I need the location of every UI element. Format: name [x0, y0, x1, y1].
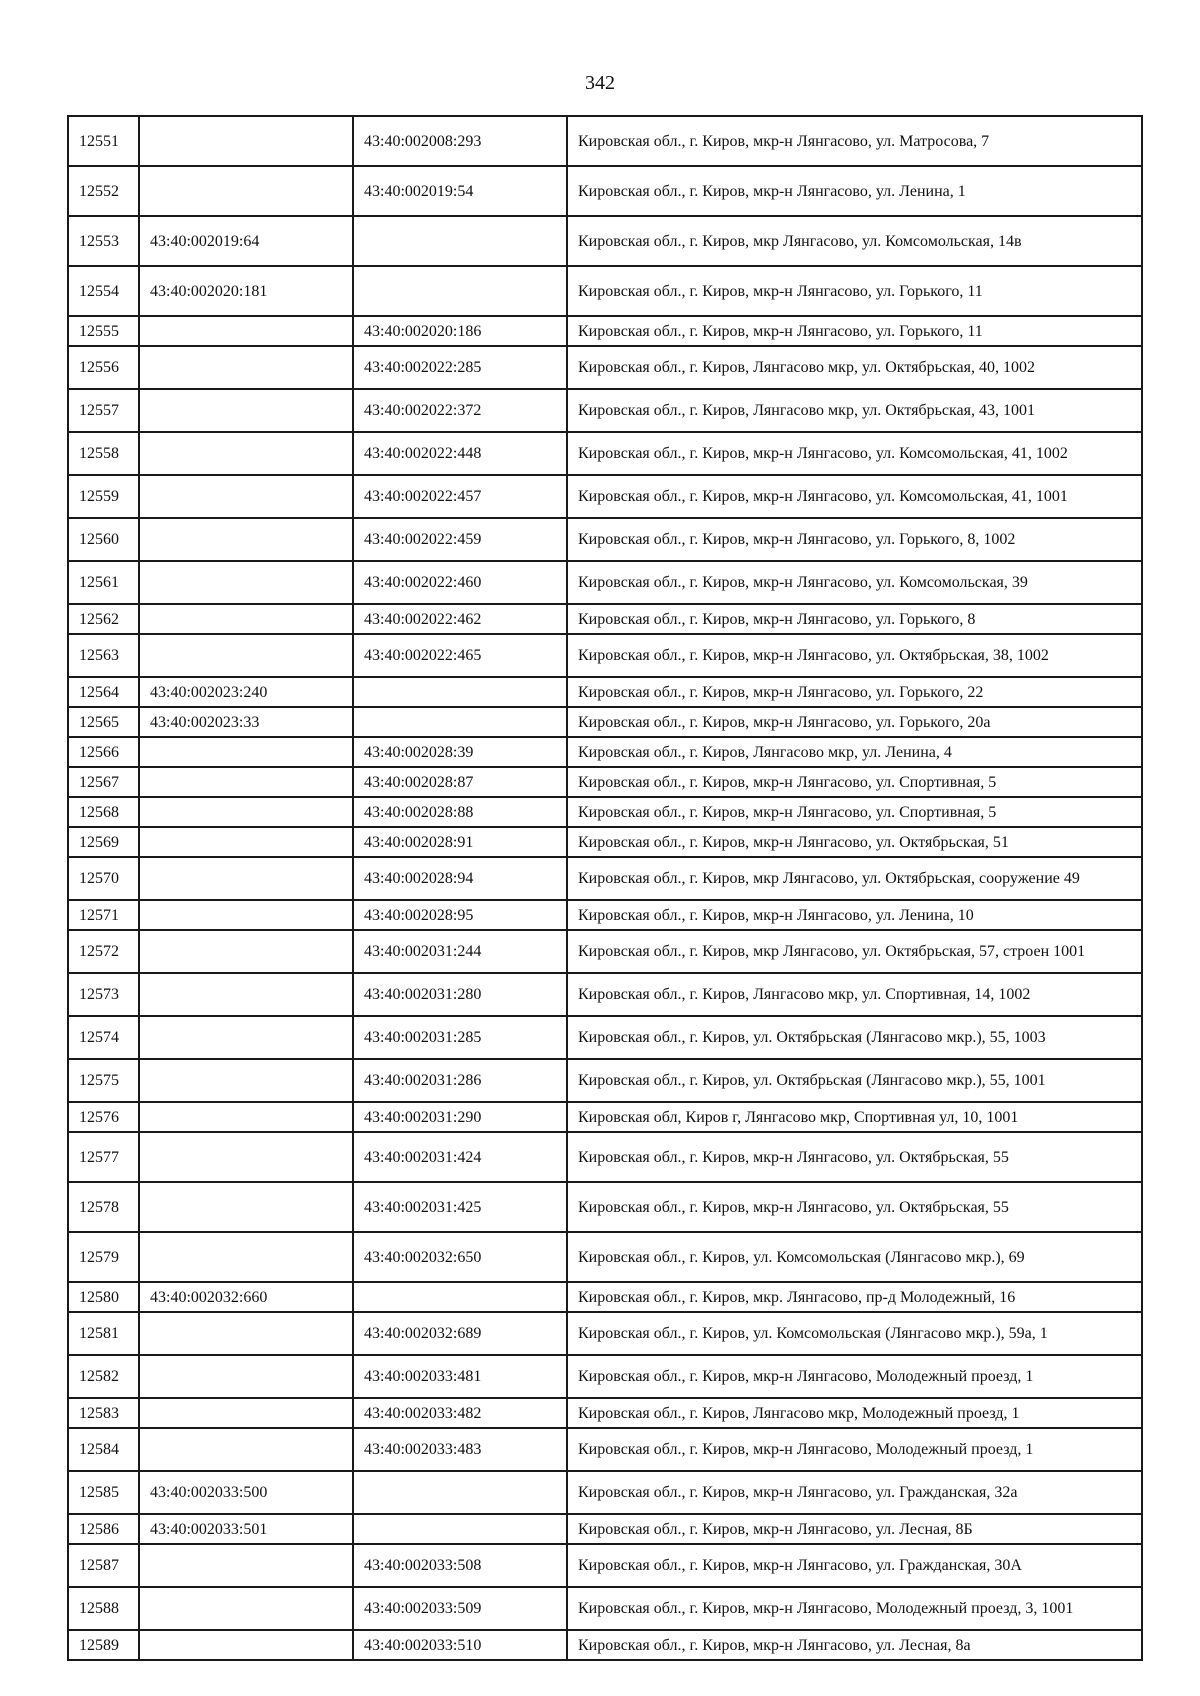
row-number-cell: 12582: [68, 1355, 139, 1398]
cadastral-number-cell: [139, 1059, 353, 1102]
cadastral-number-alt-cell: 43:40:002008:293: [353, 116, 567, 166]
table-row: [68, 166, 1142, 216]
row-number-cell: 12573: [68, 973, 139, 1016]
row-number-cell: 12588: [68, 1587, 139, 1630]
cadastral-number-alt-cell: 43:40:002033:509: [353, 1587, 567, 1630]
cadastral-number-alt-cell: [353, 1514, 567, 1544]
cadastral-number-cell: [139, 389, 353, 432]
table-row: [68, 1132, 1142, 1182]
address-cell: Кировская обл., г. Киров, ул. Комсомольская (Лянгасово мкр.), 59а, 1: [567, 1312, 1142, 1355]
cadastral-number-alt-cell: 43:40:002031:286: [353, 1059, 567, 1102]
table-row: [68, 561, 1142, 604]
cadastral-number-cell: [139, 604, 353, 634]
cadastral-number-cell: [139, 930, 353, 973]
address-cell: Кировская обл., г. Киров, мкр-н Лянгасово, ул. Спортивная, 5: [567, 767, 1142, 797]
table-row: [68, 1471, 1142, 1514]
cadastral-number-alt-cell: 43:40:002022:285: [353, 346, 567, 389]
address-cell: Кировская обл., г. Киров, мкр-н Лянгасово, ул. Спортивная, 5: [567, 797, 1142, 827]
table-row: [68, 346, 1142, 389]
cadastral-number-alt-cell: 43:40:002022:372: [353, 389, 567, 432]
cadastral-number-alt-cell: 43:40:002032:650: [353, 1232, 567, 1282]
table-row: [68, 432, 1142, 475]
table-row: [68, 1232, 1142, 1282]
row-number-cell: 12571: [68, 900, 139, 930]
address-cell: Кировская обл., г. Киров, мкр-н Лянгасово, ул. Гражданская, 30А: [567, 1544, 1142, 1587]
cadastral-number-cell: [139, 316, 353, 346]
table-row: [68, 116, 1142, 166]
cadastral-number-cell: [139, 1312, 353, 1355]
row-number-cell: 12570: [68, 857, 139, 900]
cadastral-number-cell: 43:40:002019:64: [139, 216, 353, 266]
address-cell: Кировская обл., г. Киров, ул. Октябрьская (Лянгасово мкр.), 55, 1001: [567, 1059, 1142, 1102]
table-row: [68, 973, 1142, 1016]
cadastral-number-alt-cell: 43:40:002033:483: [353, 1428, 567, 1471]
row-number-cell: 12557: [68, 389, 139, 432]
address-cell: Кировская обл., г. Киров, ул. Октябрьская (Лянгасово мкр.), 55, 1003: [567, 1016, 1142, 1059]
address-cell: Кировская обл., г. Киров, Лянгасово мкр, ул. Ленина, 4: [567, 737, 1142, 767]
cadastral-number-cell: [139, 475, 353, 518]
row-number-cell: 12555: [68, 316, 139, 346]
cadastral-number-alt-cell: 43:40:002031:424: [353, 1132, 567, 1182]
row-number-cell: 12567: [68, 767, 139, 797]
cadastral-number-alt-cell: 43:40:002032:689: [353, 1312, 567, 1355]
cadastral-number-cell: [139, 857, 353, 900]
table-row: [68, 634, 1142, 677]
table-row: [68, 1587, 1142, 1630]
cadastral-number-alt-cell: 43:40:002033:482: [353, 1398, 567, 1428]
table-row: [68, 1355, 1142, 1398]
address-cell: Кировская обл., г. Киров, мкр-н Лянгасово, Молодежный проезд, 1: [567, 1355, 1142, 1398]
row-number-cell: 12559: [68, 475, 139, 518]
cadastral-number-alt-cell: 43:40:002028:39: [353, 737, 567, 767]
row-number-cell: 12580: [68, 1282, 139, 1312]
table-row: [68, 475, 1142, 518]
table-row: [68, 1514, 1142, 1544]
cadastral-number-alt-cell: 43:40:002028:95: [353, 900, 567, 930]
table-row: [68, 1312, 1142, 1355]
cadastral-number-alt-cell: 43:40:002031:244: [353, 930, 567, 973]
address-cell: Кировская обл., г. Киров, мкр-н Лянгасово, ул. Матросова, 7: [567, 116, 1142, 166]
cadastral-number-alt-cell: [353, 707, 567, 737]
row-number-cell: 12575: [68, 1059, 139, 1102]
address-cell: Кировская обл., г. Киров, мкр Лянгасово, ул. Комсомольская, 14в: [567, 216, 1142, 266]
cadastral-number-alt-cell: 43:40:002019:54: [353, 166, 567, 216]
cadastral-number-cell: [139, 1355, 353, 1398]
cadastral-number-alt-cell: 43:40:002028:91: [353, 827, 567, 857]
address-cell: Кировская обл., г. Киров, мкр-н Лянгасово, ул. Комсомольская, 41, 1001: [567, 475, 1142, 518]
cadastral-number-cell: [139, 827, 353, 857]
cadastral-number-cell: 43:40:002020:181: [139, 266, 353, 316]
address-cell: Кировская обл., г. Киров, мкр-н Лянгасово, ул. Лесная, 8Б: [567, 1514, 1142, 1544]
cadastral-number-alt-cell: 43:40:002031:425: [353, 1182, 567, 1232]
row-number-cell: 12579: [68, 1232, 139, 1282]
cadastral-number-alt-cell: 43:40:002022:457: [353, 475, 567, 518]
address-cell: Кировская обл., г. Киров, мкр-н Лянгасово, ул. Ленина, 10: [567, 900, 1142, 930]
address-cell: Кировская обл., г. Киров, Лянгасово мкр, ул. Спортивная, 14, 1002: [567, 973, 1142, 1016]
address-cell: Кировская обл., г. Киров, мкр-н Лянгасово, ул. Октябрьская, 38, 1002: [567, 634, 1142, 677]
table-row: [68, 1630, 1142, 1660]
cadastral-number-cell: [139, 767, 353, 797]
address-cell: Кировская обл., г. Киров, мкр-н Лянгасово, ул. Октябрьская, 55: [567, 1182, 1142, 1232]
row-number-cell: 12560: [68, 518, 139, 561]
address-cell: Кировская обл., г. Киров, мкр-н Лянгасово, ул. Горького, 11: [567, 316, 1142, 346]
row-number-cell: 12564: [68, 677, 139, 707]
cadastral-number-cell: [139, 166, 353, 216]
table-row: [68, 1428, 1142, 1471]
cadastral-number-cell: [139, 973, 353, 1016]
table-row: [68, 900, 1142, 930]
address-cell: Кировская обл., г. Киров, мкр-н Лянгасово, ул. Горького, 8, 1002: [567, 518, 1142, 561]
table-row: [68, 707, 1142, 737]
cadastral-number-cell: [139, 797, 353, 827]
cadastral-number-cell: [139, 1544, 353, 1587]
table-row: [68, 857, 1142, 900]
row-number-cell: 12551: [68, 116, 139, 166]
address-cell: Кировская обл., г. Киров, мкр Лянгасово, ул. Октябрьская, 57, строен 1001: [567, 930, 1142, 973]
address-cell: Кировская обл., г. Киров, ул. Комсомольская (Лянгасово мкр.), 69: [567, 1232, 1142, 1282]
table-row: [68, 1182, 1142, 1232]
address-cell: Кировская обл., г. Киров, Лянгасово мкр, ул. Октябрьская, 43, 1001: [567, 389, 1142, 432]
table-row: [68, 930, 1142, 973]
cadastral-number-alt-cell: 43:40:002031:280: [353, 973, 567, 1016]
cadastral-number-alt-cell: 43:40:002022:459: [353, 518, 567, 561]
row-number-cell: 12562: [68, 604, 139, 634]
cadastral-number-alt-cell: 43:40:002028:94: [353, 857, 567, 900]
row-number-cell: 12556: [68, 346, 139, 389]
row-number-cell: 12554: [68, 266, 139, 316]
cadastral-number-cell: 43:40:002033:500: [139, 1471, 353, 1514]
address-cell: Кировская обл., г. Киров, мкр-н Лянгасово, ул. Октябрьская, 55: [567, 1132, 1142, 1182]
cadastral-number-cell: [139, 1016, 353, 1059]
cadastral-number-cell: [139, 1232, 353, 1282]
row-number-cell: 12587: [68, 1544, 139, 1587]
cadastral-number-cell: [139, 634, 353, 677]
cadastral-number-cell: [139, 432, 353, 475]
cadastral-number-cell: [139, 346, 353, 389]
row-number-cell: 12552: [68, 166, 139, 216]
row-number-cell: 12572: [68, 930, 139, 973]
address-cell: Кировская обл., г. Киров, мкр-н Лянгасово, Молодежный проезд, 3, 1001: [567, 1587, 1142, 1630]
row-number-cell: 12576: [68, 1102, 139, 1132]
row-number-cell: 12563: [68, 634, 139, 677]
row-number-cell: 12589: [68, 1630, 139, 1660]
table-row: [68, 316, 1142, 346]
table-row: [68, 1059, 1142, 1102]
registry-table-body: [68, 116, 1142, 1660]
cadastral-number-cell: [139, 1182, 353, 1232]
row-number-cell: 12583: [68, 1398, 139, 1428]
row-number-cell: 12574: [68, 1016, 139, 1059]
cadastral-number-cell: 43:40:002033:501: [139, 1514, 353, 1544]
table-row: [68, 266, 1142, 316]
cadastral-number-alt-cell: 43:40:002033:508: [353, 1544, 567, 1587]
row-number-cell: 12568: [68, 797, 139, 827]
cadastral-number-cell: 43:40:002032:660: [139, 1282, 353, 1312]
table-row: [68, 604, 1142, 634]
registry-table: [67, 115, 1143, 1661]
cadastral-number-alt-cell: 43:40:002020:186: [353, 316, 567, 346]
cadastral-number-cell: [139, 1428, 353, 1471]
address-cell: Кировская обл., г. Киров, мкр. Лянгасово, пр-д Молодежный, 16: [567, 1282, 1142, 1312]
row-number-cell: 12553: [68, 216, 139, 266]
cadastral-number-alt-cell: 43:40:002031:290: [353, 1102, 567, 1132]
cadastral-number-cell: [139, 1587, 353, 1630]
cadastral-number-alt-cell: [353, 266, 567, 316]
cadastral-number-alt-cell: [353, 677, 567, 707]
row-number-cell: 12561: [68, 561, 139, 604]
cadastral-number-alt-cell: [353, 1282, 567, 1312]
row-number-cell: 12584: [68, 1428, 139, 1471]
cadastral-number-alt-cell: 43:40:002022:460: [353, 561, 567, 604]
cadastral-number-alt-cell: 43:40:002028:87: [353, 767, 567, 797]
row-number-cell: 12569: [68, 827, 139, 857]
row-number-cell: 12585: [68, 1471, 139, 1514]
cadastral-number-cell: [139, 561, 353, 604]
row-number-cell: 12577: [68, 1132, 139, 1182]
row-number-cell: 12566: [68, 737, 139, 767]
cadastral-number-cell: [139, 1102, 353, 1132]
cadastral-number-alt-cell: 43:40:002033:510: [353, 1630, 567, 1660]
table-row: [68, 767, 1142, 797]
address-cell: Кировская обл., г. Киров, мкр Лянгасово, ул. Октябрьская, сооружение 49: [567, 857, 1142, 900]
address-cell: Кировская обл., г. Киров, мкр-н Лянгасово, ул. Горького, 8: [567, 604, 1142, 634]
cadastral-number-alt-cell: 43:40:002022:462: [353, 604, 567, 634]
row-number-cell: 12565: [68, 707, 139, 737]
cadastral-number-alt-cell: 43:40:002033:481: [353, 1355, 567, 1398]
address-cell: Кировская обл., г. Киров, Лянгасово мкр, Молодежный проезд, 1: [567, 1398, 1142, 1428]
cadastral-number-alt-cell: [353, 216, 567, 266]
row-number-cell: 12586: [68, 1514, 139, 1544]
cadastral-number-alt-cell: 43:40:002022:465: [353, 634, 567, 677]
cadastral-number-cell: 43:40:002023:33: [139, 707, 353, 737]
address-cell: Кировская обл., г. Киров, мкр-н Лянгасово, ул. Горького, 20а: [567, 707, 1142, 737]
cadastral-number-cell: [139, 1132, 353, 1182]
table-row: [68, 1282, 1142, 1312]
cadastral-number-cell: [139, 900, 353, 930]
address-cell: Кировская обл., г. Киров, Лянгасово мкр, ул. Октябрьская, 40, 1002: [567, 346, 1142, 389]
cadastral-number-alt-cell: 43:40:002031:285: [353, 1016, 567, 1059]
table-row: [68, 737, 1142, 767]
address-cell: Кировская обл., г. Киров, мкр-н Лянгасово, ул. Горького, 11: [567, 266, 1142, 316]
cadastral-number-cell: [139, 518, 353, 561]
row-number-cell: 12558: [68, 432, 139, 475]
address-cell: Кировская обл., г. Киров, мкр-н Лянгасово, ул. Комсомольская, 41, 1002: [567, 432, 1142, 475]
row-number-cell: 12581: [68, 1312, 139, 1355]
cadastral-number-cell: [139, 737, 353, 767]
table-row: [68, 797, 1142, 827]
row-number-cell: 12578: [68, 1182, 139, 1232]
cadastral-number-cell: [139, 1630, 353, 1660]
table-row: [68, 1016, 1142, 1059]
table-row: [68, 827, 1142, 857]
address-cell: Кировская обл., г. Киров, мкр-н Лянгасово, ул. Комсомольская, 39: [567, 561, 1142, 604]
table-row: [68, 216, 1142, 266]
cadastral-number-cell: [139, 1398, 353, 1428]
address-cell: Кировская обл., г. Киров, мкр-н Лянгасово, ул. Октябрьская, 51: [567, 827, 1142, 857]
cadastral-number-cell: [139, 116, 353, 166]
address-cell: Кировская обл., г. Киров, мкр-н Лянгасово, Молодежный проезд, 1: [567, 1428, 1142, 1471]
address-cell: Кировская обл, Киров г, Лянгасово мкр, Спортивная ул, 10, 1001: [567, 1102, 1142, 1132]
table-row: [68, 389, 1142, 432]
table-row: [68, 1102, 1142, 1132]
page-number: 342: [585, 72, 615, 94]
table-row: [68, 518, 1142, 561]
address-cell: Кировская обл., г. Киров, мкр-н Лянгасово, ул. Гражданская, 32а: [567, 1471, 1142, 1514]
table-row: [68, 1544, 1142, 1587]
cadastral-number-alt-cell: 43:40:002028:88: [353, 797, 567, 827]
address-cell: Кировская обл., г. Киров, мкр-н Лянгасово, ул. Лесная, 8а: [567, 1630, 1142, 1660]
cadastral-number-cell: 43:40:002023:240: [139, 677, 353, 707]
table-row: [68, 677, 1142, 707]
cadastral-number-alt-cell: 43:40:002022:448: [353, 432, 567, 475]
table-row: [68, 1398, 1142, 1428]
cadastral-number-alt-cell: [353, 1471, 567, 1514]
address-cell: Кировская обл., г. Киров, мкр-н Лянгасово, ул. Ленина, 1: [567, 166, 1142, 216]
address-cell: Кировская обл., г. Киров, мкр-н Лянгасово, ул. Горького, 22: [567, 677, 1142, 707]
